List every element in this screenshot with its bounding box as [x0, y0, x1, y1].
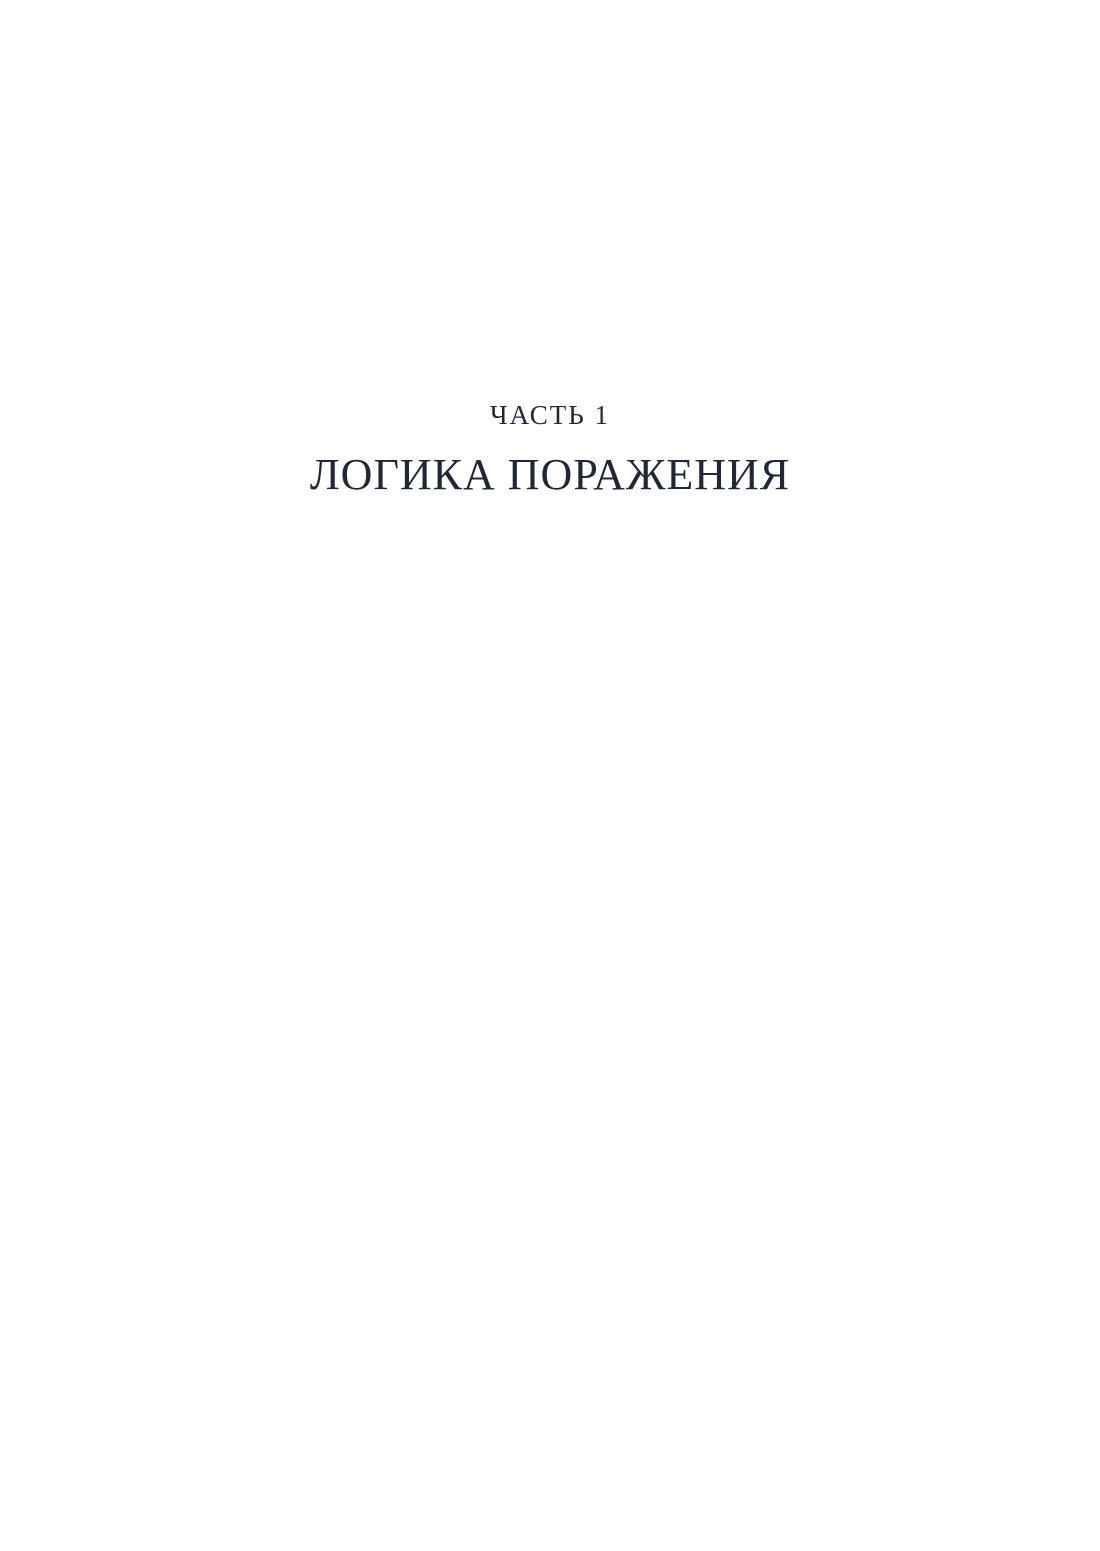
part-heading-block [0, 398, 1100, 500]
part-number-label: ЧАСТЬ 1 [490, 400, 610, 430]
part-title: ЛОГИКА ПОРАЖЕНИЯ [309, 450, 791, 499]
